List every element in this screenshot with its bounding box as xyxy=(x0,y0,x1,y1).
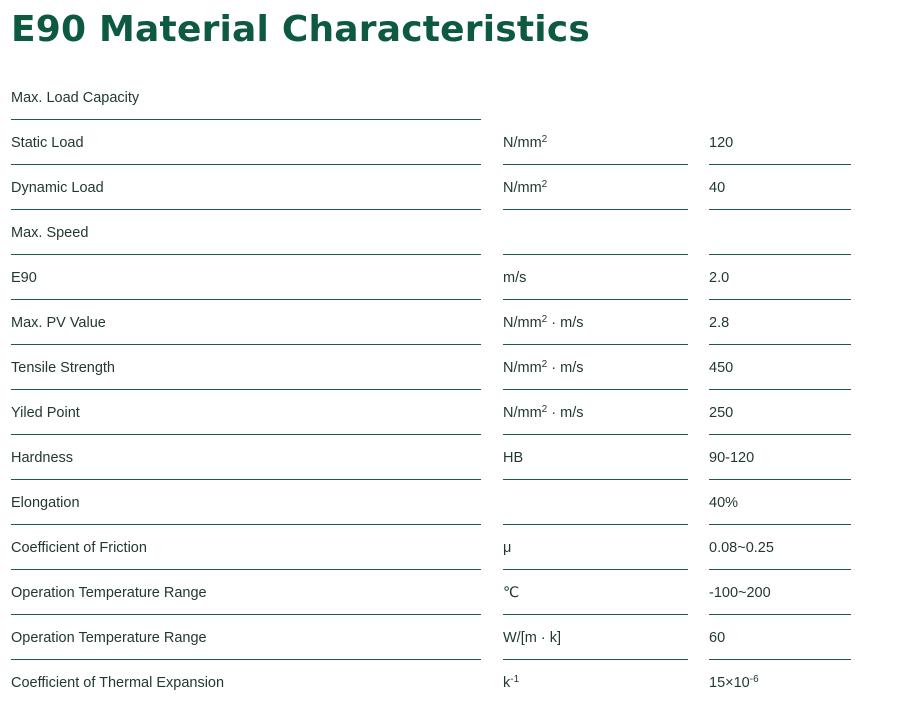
value-text: 40% xyxy=(709,495,739,511)
unit-text: W/[m · k] xyxy=(503,630,561,646)
material-characteristics-table xyxy=(0,75,918,705)
table-row xyxy=(0,570,918,615)
unit-cell xyxy=(503,570,688,615)
table-row xyxy=(0,525,918,570)
value-text: 2.8 xyxy=(709,315,730,331)
value-cell xyxy=(709,390,851,435)
table-row xyxy=(0,345,918,390)
unit-text: k xyxy=(503,675,511,691)
value-cell xyxy=(709,120,851,165)
unit-cell xyxy=(503,615,688,660)
property-cell: Max. Load Capacity xyxy=(11,75,481,120)
unit-cell xyxy=(503,525,688,570)
value-text: 15×10 xyxy=(709,675,750,691)
unit-superscript: -1 xyxy=(510,674,520,685)
unit-cell xyxy=(503,300,688,345)
property-cell: Operation Temperature Range xyxy=(11,615,481,660)
unit-text: HB xyxy=(503,450,524,466)
table-row xyxy=(0,255,918,300)
property-cell: Coefficient of Thermal Expansion xyxy=(11,675,225,691)
unit-superscript: 2 xyxy=(541,404,548,415)
table-row xyxy=(0,300,918,345)
value-superscript: -6 xyxy=(749,674,759,685)
unit-cell xyxy=(503,435,688,480)
property-cell: Yiled Point xyxy=(11,390,481,435)
table-row xyxy=(0,165,918,210)
value-cell xyxy=(709,480,851,525)
unit-cell xyxy=(503,345,688,390)
property-cell: Max. PV Value xyxy=(11,300,481,345)
unit-text: N/mm xyxy=(503,135,542,151)
value-text: 90-120 xyxy=(709,450,755,466)
value-cell xyxy=(709,165,851,210)
value-cell xyxy=(709,660,851,705)
unit-text: N/mm xyxy=(503,360,542,376)
value-text: 120 xyxy=(709,135,734,151)
value-cell xyxy=(709,300,851,345)
value-text: 450 xyxy=(709,360,734,376)
value-text: -100~200 xyxy=(709,585,771,601)
value-text: 40 xyxy=(709,180,726,196)
unit-text: N/mm xyxy=(503,405,542,421)
table-row xyxy=(0,480,918,525)
property-cell: Dynamic Load xyxy=(11,165,481,210)
table-row xyxy=(0,120,918,165)
table-row xyxy=(0,660,918,705)
unit-cell xyxy=(503,165,688,210)
unit-cell xyxy=(503,660,688,705)
table-row xyxy=(0,390,918,435)
value-cell xyxy=(709,570,851,615)
property-cell: Tensile Strength xyxy=(11,345,481,390)
unit-text: m/s xyxy=(503,270,527,286)
property-cell: Static Load xyxy=(11,120,481,165)
property-cell: E90 xyxy=(11,255,481,300)
unit-superscript: 2 xyxy=(541,134,548,145)
unit-text: ℃ xyxy=(503,585,520,601)
value-cell xyxy=(709,345,851,390)
property-cell: Coefficient of Friction xyxy=(11,525,481,570)
unit-superscript: 2 xyxy=(541,359,548,370)
value-text: 60 xyxy=(709,630,726,646)
property-cell: Operation Temperature Range xyxy=(11,570,481,615)
value-text: 2.0 xyxy=(709,270,730,286)
unit-text: N/mm xyxy=(503,315,542,331)
unit-cell xyxy=(503,210,688,255)
table-row xyxy=(0,210,918,255)
value-text: 0.08~0.25 xyxy=(709,540,774,556)
unit-text: μ xyxy=(503,540,512,556)
value-cell xyxy=(709,435,851,480)
value-cell xyxy=(709,615,851,660)
table-row xyxy=(0,75,918,120)
property-cell: Hardness xyxy=(11,435,481,480)
unit-suffix: · m/s xyxy=(547,360,584,376)
value-cell xyxy=(709,210,851,255)
value-cell xyxy=(709,525,851,570)
unit-cell xyxy=(503,480,688,525)
unit-cell xyxy=(503,390,688,435)
unit-superscript: 2 xyxy=(541,179,548,190)
unit-suffix: · m/s xyxy=(547,315,584,331)
property-cell: Max. Speed xyxy=(11,210,481,255)
unit-text: N/mm xyxy=(503,180,542,196)
unit-cell xyxy=(503,120,688,165)
unit-suffix: · m/s xyxy=(547,405,584,421)
value-text: 250 xyxy=(709,405,734,421)
table-row xyxy=(0,435,918,480)
unit-cell xyxy=(503,255,688,300)
property-cell: Elongation xyxy=(11,480,481,525)
table-row xyxy=(0,615,918,660)
unit-superscript: 2 xyxy=(541,314,548,325)
page-title: E90 Material Characteristics xyxy=(11,9,591,50)
value-cell xyxy=(709,255,851,300)
